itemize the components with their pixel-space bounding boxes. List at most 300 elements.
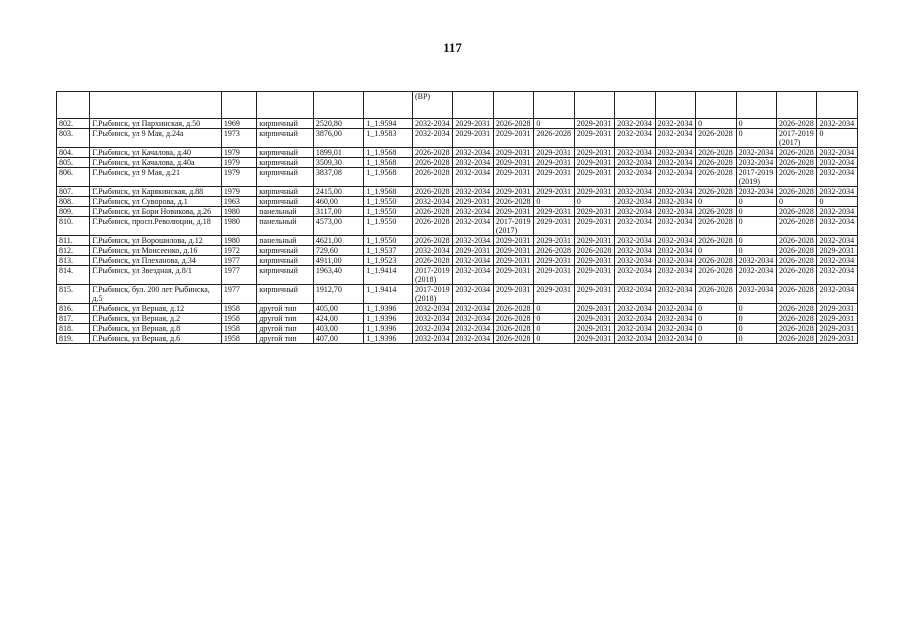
build-year-cell: 1977 — [221, 266, 256, 285]
repair-period-cell: 2026-2028 — [777, 314, 817, 324]
repair-period-cell: 2032-2034 — [412, 129, 452, 148]
repair-period-cell: 2026-2028 — [777, 324, 817, 334]
repair-period-cell: 2032-2034 — [655, 236, 695, 246]
build-year-cell: 1980 — [221, 217, 256, 236]
repair-period-cell: 2032-2034 — [412, 324, 452, 334]
build-year-cell: 1963 — [221, 197, 256, 207]
repair-period-cell: 2029-2031 — [574, 334, 614, 344]
repair-period-cell: 2026-2028 — [696, 236, 736, 246]
repair-period-cell: 2026-2028 — [777, 266, 817, 285]
repair-period-cell: 2029-2031 — [493, 266, 533, 285]
repair-period-cell: 2026-2028 — [777, 207, 817, 217]
repair-period-cell: 2026-2028 — [777, 187, 817, 197]
repair-period-cell: 2029-2031 — [817, 314, 858, 324]
row-number-cell: 804. — [57, 148, 90, 158]
repair-period-cell: 2032-2034 — [817, 119, 858, 129]
repair-period-cell: 2032-2034 — [453, 256, 493, 266]
wall-material-cell: панельный — [257, 236, 314, 246]
repair-period-cell: 2032-2034 — [817, 187, 858, 197]
priority-code-cell: 1_1.9594 — [364, 119, 413, 129]
area-cell: 2415,00 — [313, 187, 364, 197]
priority-code-cell: 1_1.9414 — [364, 266, 413, 285]
wall-material-cell: кирпичный — [257, 187, 314, 197]
repair-period-cell: 0 — [534, 334, 574, 344]
wall-material-cell: кирпичный — [257, 168, 314, 187]
address-cell: Г.Рыбинск, ул Верная, д.8 — [90, 324, 221, 334]
repair-period-cell: 2029-2031 — [534, 256, 574, 266]
repair-period-cell: 2026-2028 — [412, 158, 452, 168]
repair-period-cell: 2032-2034 — [615, 266, 655, 285]
repair-period-cell: 2017-2019 (2019) — [736, 168, 776, 187]
priority-code-cell: 1_1.9568 — [364, 187, 413, 197]
row-number-cell: 814. — [57, 266, 90, 285]
repair-period-cell: 2032-2034 — [453, 304, 493, 314]
repair-period-cell: 2032-2034 — [453, 148, 493, 158]
repair-period-cell: 2032-2034 — [615, 236, 655, 246]
address-cell: Г.Рыбинск, ул Звездная, д.8/1 — [90, 266, 221, 285]
repair-period-cell: 2029-2031 — [574, 324, 614, 334]
priority-code-cell: 1_1.9523 — [364, 256, 413, 266]
area-cell: 729,60 — [313, 246, 364, 256]
area-cell: 1899,01 — [313, 148, 364, 158]
repair-period-cell: 2032-2034 — [615, 207, 655, 217]
priority-code-cell: 1_1.9396 — [364, 304, 413, 314]
repair-period-cell: 0 — [696, 334, 736, 344]
repair-period-cell: 2029-2031 — [574, 158, 614, 168]
repair-period-cell: 2029-2031 — [493, 158, 533, 168]
wall-material-cell: кирпичный — [257, 158, 314, 168]
repair-period-cell: 2032-2034 — [817, 217, 858, 236]
repair-period-cell: 0 — [696, 246, 736, 256]
repair-period-cell: 2026-2028 — [493, 304, 533, 314]
row-number-cell: 806. — [57, 168, 90, 187]
table-row — [57, 334, 858, 344]
repair-period-cell: 2032-2034 — [655, 285, 695, 304]
wall-material-cell: панельный — [257, 217, 314, 236]
repair-period-cell: 2032-2034 — [412, 314, 452, 324]
repair-period-cell: 2032-2034 — [615, 246, 655, 256]
repair-period-cell: 0 — [736, 236, 776, 246]
repair-period-cell: 2026-2028 — [777, 148, 817, 158]
repair-period-cell: 2029-2031 — [534, 168, 574, 187]
repair-period-cell: 0 — [696, 324, 736, 334]
wall-material-cell: другой тип — [257, 304, 314, 314]
repair-period-cell: 2032-2034 — [453, 285, 493, 304]
row-number-cell: 813. — [57, 256, 90, 266]
repair-period-cell: 0 — [777, 197, 817, 207]
build-year-cell: 1977 — [221, 285, 256, 304]
priority-code-cell: 1_1.9396 — [364, 334, 413, 344]
address-cell: Г.Рыбинск, ул Плеханова, д.34 — [90, 256, 221, 266]
repair-period-cell: 2032-2034 — [817, 207, 858, 217]
repair-period-cell: 2032-2034 — [817, 168, 858, 187]
repair-period-cell: 2032-2034 — [817, 285, 858, 304]
build-year-cell: 1979 — [221, 168, 256, 187]
repair-period-cell: 0 — [534, 314, 574, 324]
repair-period-cell: 2026-2028 — [696, 148, 736, 158]
repair-period-cell: 2026-2028 — [777, 217, 817, 236]
repair-period-cell: 2026-2028 — [777, 285, 817, 304]
table-row — [57, 119, 858, 129]
row-number-cell: 815. — [57, 285, 90, 304]
repair-period-cell: 2032-2034 — [655, 256, 695, 266]
repair-period-cell: 0 — [736, 334, 776, 344]
repair-period-cell: 2017-2019 (2018) — [412, 266, 452, 285]
address-cell: Г.Рыбинск, ул Верная, д.12 — [90, 304, 221, 314]
address-cell: Г.Рыбинск, ул Ворошилова, д.12 — [90, 236, 221, 246]
area-cell: 3509,30 — [313, 158, 364, 168]
repair-period-cell: 2026-2028 — [412, 236, 452, 246]
repair-period-cell: 2029-2031 — [493, 256, 533, 266]
repair-period-cell: 2029-2031 — [493, 148, 533, 158]
repair-period-cell: 2029-2031 — [574, 168, 614, 187]
repair-period-cell: 2032-2034 — [615, 285, 655, 304]
repair-period-cell: 0 — [696, 197, 736, 207]
area-cell: 460,00 — [313, 197, 364, 207]
repair-period-cell: 2032-2034 — [655, 129, 695, 148]
page-number: 117 — [443, 40, 462, 55]
repair-period-cell: 2029-2031 — [453, 129, 493, 148]
build-year-cell: 1958 — [221, 324, 256, 334]
priority-code-cell: 1_1.9550 — [364, 217, 413, 236]
repair-period-cell: 2032-2034 — [453, 217, 493, 236]
repair-period-cell: 2032-2034 — [615, 217, 655, 236]
table-row — [57, 158, 858, 168]
address-cell: Г.Рыбинск, просп.Революции, д.18 — [90, 217, 221, 236]
wall-material-cell: панельный — [257, 207, 314, 217]
repair-period-cell: 2032-2034 — [615, 304, 655, 314]
priority-code-cell: 1_1.9550 — [364, 236, 413, 246]
row-number-cell: 819. — [57, 334, 90, 344]
repair-period-cell: 0 — [534, 197, 574, 207]
table-row — [57, 285, 858, 304]
build-year-cell: 1979 — [221, 187, 256, 197]
priority-code-cell: 1_1.9537 — [364, 246, 413, 256]
repair-period-cell: 2032-2034 — [453, 314, 493, 324]
repair-period-cell: 2026-2028 — [777, 256, 817, 266]
repair-period-cell: 2029-2031 — [493, 207, 533, 217]
table-row — [57, 129, 858, 148]
repair-period-cell: 2029-2031 — [817, 304, 858, 314]
repair-period-cell: 0 — [817, 129, 858, 148]
row-number-cell: 817. — [57, 314, 90, 324]
repair-period-cell: 2029-2031 — [574, 148, 614, 158]
wall-material-cell: кирпичный — [257, 197, 314, 207]
table-row — [57, 256, 858, 266]
row-number-cell: 816. — [57, 304, 90, 314]
wall-material-cell: кирпичный — [257, 256, 314, 266]
build-year-cell: 1980 — [221, 236, 256, 246]
address-cell: Г.Рыбинск, ул 9 Мая, д.24а — [90, 129, 221, 148]
table-row — [57, 314, 858, 324]
area-cell: 4573,00 — [313, 217, 364, 236]
address-cell: Г.Рыбинск, ул Суворова, д.1 — [90, 197, 221, 207]
repair-period-cell: 0 — [736, 304, 776, 314]
repair-period-cell: 2032-2034 — [655, 314, 695, 324]
repair-period-cell: 2032-2034 — [817, 148, 858, 158]
build-year-cell: 1958 — [221, 314, 256, 324]
repair-period-cell: 2032-2034 — [615, 148, 655, 158]
row-number-cell: 810. — [57, 217, 90, 236]
repair-period-cell: 2029-2031 — [574, 266, 614, 285]
repair-period-cell: 2032-2034 — [736, 285, 776, 304]
repair-period-cell: 2026-2028 — [777, 158, 817, 168]
repair-period-cell: 2029-2031 — [574, 285, 614, 304]
repair-period-cell: 2029-2031 — [574, 207, 614, 217]
repair-period-cell: 2026-2028 — [534, 246, 574, 256]
repair-period-cell: 2017-2019 (2017) — [777, 129, 817, 148]
repair-period-cell: 2032-2034 — [655, 158, 695, 168]
repair-period-cell: 2026-2028 — [574, 246, 614, 256]
priority-code-cell: 1_1.9396 — [364, 324, 413, 334]
table-row — [57, 207, 858, 217]
repair-period-cell: 2029-2031 — [574, 304, 614, 314]
repair-period-cell: 0 — [534, 324, 574, 334]
repair-period-cell: 2032-2034 — [655, 207, 695, 217]
repair-period-cell: 2032-2034 — [615, 197, 655, 207]
repair-period-cell: 2032-2034 — [655, 197, 695, 207]
repair-period-cell: 2029-2031 — [493, 246, 533, 256]
repair-period-cell: 2032-2034 — [615, 324, 655, 334]
repair-period-cell: 2026-2028 — [534, 129, 574, 148]
repair-period-cell: 2032-2034 — [655, 168, 695, 187]
area-cell: 2520,80 — [313, 119, 364, 129]
build-year-cell: 1979 — [221, 148, 256, 158]
repair-period-cell: 2029-2031 — [534, 217, 574, 236]
repair-period-cell: 2026-2028 — [696, 256, 736, 266]
repair-period-cell: 2032-2034 — [615, 314, 655, 324]
repair-period-cell: 2026-2028 — [412, 207, 452, 217]
repair-period-cell: 2029-2031 — [534, 266, 574, 285]
wall-material-cell: кирпичный — [257, 148, 314, 158]
address-cell: Г.Рыбинск, ул Карякинская, д.88 — [90, 187, 221, 197]
build-year-cell: 1979 — [221, 158, 256, 168]
table-row — [57, 197, 858, 207]
row-number-cell: 807. — [57, 187, 90, 197]
address-cell: Г.Рыбинск, ул Качалова, д.40 — [90, 148, 221, 158]
repair-period-cell: 2032-2034 — [453, 324, 493, 334]
address-cell: Г.Рыбинск, ул Качалова, д.40а — [90, 158, 221, 168]
wall-material-cell: кирпичный — [257, 129, 314, 148]
repair-period-cell: 2032-2034 — [817, 256, 858, 266]
row-number-cell: 812. — [57, 246, 90, 256]
repair-period-cell: 0 — [736, 207, 776, 217]
housing-repair-table — [56, 91, 858, 344]
priority-code-cell: 1_1.9568 — [364, 148, 413, 158]
continuation-note: (ВР) — [412, 92, 452, 119]
table-row — [57, 148, 858, 158]
repair-period-cell: 2029-2031 — [534, 236, 574, 246]
repair-period-cell: 2032-2034 — [453, 266, 493, 285]
area-cell: 3837,08 — [313, 168, 364, 187]
repair-period-cell: 2026-2028 — [696, 207, 736, 217]
address-cell: Г.Рыбинск, ул Моисеенко, д.16 — [90, 246, 221, 256]
area-cell: 1963,40 — [313, 266, 364, 285]
row-number-cell: 803. — [57, 129, 90, 148]
table-row — [57, 236, 858, 246]
repair-period-cell: 2026-2028 — [696, 158, 736, 168]
repair-period-cell: 2029-2031 — [493, 236, 533, 246]
repair-period-cell: 2032-2034 — [453, 207, 493, 217]
repair-period-cell: 2032-2034 — [412, 197, 452, 207]
repair-period-cell: 0 — [696, 119, 736, 129]
repair-period-cell: 2029-2031 — [453, 197, 493, 207]
priority-code-cell: 1_1.9550 — [364, 207, 413, 217]
repair-period-cell: 2029-2031 — [534, 285, 574, 304]
repair-period-cell: 2032-2034 — [817, 158, 858, 168]
table-row — [57, 324, 858, 334]
repair-period-cell: 2029-2031 — [574, 256, 614, 266]
repair-period-cell: 2032-2034 — [736, 266, 776, 285]
repair-period-cell: 2026-2028 — [493, 334, 533, 344]
row-number-cell: 818. — [57, 324, 90, 334]
repair-period-cell: 2032-2034 — [453, 158, 493, 168]
repair-period-cell: 2032-2034 — [412, 304, 452, 314]
table-row — [57, 187, 858, 197]
area-cell: 4911,00 — [313, 256, 364, 266]
repair-period-cell: 2026-2028 — [696, 168, 736, 187]
priority-code-cell: 1_1.9583 — [364, 129, 413, 148]
area-cell: 3117,00 — [313, 207, 364, 217]
repair-period-cell: 2026-2028 — [493, 197, 533, 207]
row-number-cell: 809. — [57, 207, 90, 217]
build-year-cell: 1969 — [221, 119, 256, 129]
repair-period-cell: 2032-2034 — [655, 119, 695, 129]
repair-period-cell: 2029-2031 — [493, 168, 533, 187]
repair-period-cell: 0 — [534, 119, 574, 129]
repair-period-cell: 2029-2031 — [534, 207, 574, 217]
row-number-cell: 802. — [57, 119, 90, 129]
area-cell: 4621,00 — [313, 236, 364, 246]
wall-material-cell: кирпичный — [257, 266, 314, 285]
repair-period-cell: 2029-2031 — [493, 187, 533, 197]
repair-period-cell: 2032-2034 — [817, 266, 858, 285]
address-cell: Г.Рыбинск, ул 9 Мая, д.21 — [90, 168, 221, 187]
build-year-cell: 1958 — [221, 304, 256, 314]
priority-code-cell: 1_1.9568 — [364, 168, 413, 187]
wall-material-cell: другой тип — [257, 324, 314, 334]
repair-period-cell: 2032-2034 — [615, 187, 655, 197]
repair-period-cell: 2032-2034 — [736, 148, 776, 158]
repair-period-cell: 2026-2028 — [696, 266, 736, 285]
repair-period-cell: 0 — [574, 197, 614, 207]
repair-period-cell: 2032-2034 — [736, 158, 776, 168]
build-year-cell: 1973 — [221, 129, 256, 148]
repair-period-cell: 2026-2028 — [412, 217, 452, 236]
repair-period-cell: 2029-2031 — [493, 129, 533, 148]
repair-period-cell: 2029-2031 — [574, 119, 614, 129]
repair-period-cell: 2026-2028 — [696, 129, 736, 148]
repair-period-cell: 2026-2028 — [493, 119, 533, 129]
repair-period-cell: 2026-2028 — [412, 256, 452, 266]
address-cell: Г.Рыбинск, ул Верная, д.6 — [90, 334, 221, 344]
repair-period-cell: 2026-2028 — [777, 168, 817, 187]
address-cell: Г.Рыбинск, ул Бори Новикова, д.26 — [90, 207, 221, 217]
repair-period-cell: 2032-2034 — [453, 334, 493, 344]
build-year-cell: 1977 — [221, 256, 256, 266]
repair-period-cell: 2029-2031 — [453, 119, 493, 129]
repair-period-cell: 2026-2028 — [412, 187, 452, 197]
area-cell: 3876,00 — [313, 129, 364, 148]
repair-period-cell: 2029-2031 — [574, 187, 614, 197]
area-cell: 424,00 — [313, 314, 364, 324]
repair-period-cell: 2026-2028 — [412, 168, 452, 187]
address-cell: Г.Рыбинск, бул. 200 лет Рыбинска, д.5 — [90, 285, 221, 304]
row-number-cell: 808. — [57, 197, 90, 207]
repair-period-cell: 2029-2031 — [493, 285, 533, 304]
repair-period-cell: 0 — [736, 197, 776, 207]
wall-material-cell: кирпичный — [257, 119, 314, 129]
repair-period-cell: 0 — [696, 304, 736, 314]
repair-period-cell: 2017-2019 (2018) — [412, 285, 452, 304]
repair-period-cell: 2026-2028 — [696, 285, 736, 304]
build-year-cell: 1972 — [221, 246, 256, 256]
repair-period-cell: 2029-2031 — [817, 246, 858, 256]
table-row — [57, 168, 858, 187]
repair-period-cell: 2032-2034 — [453, 168, 493, 187]
repair-period-cell: 0 — [736, 324, 776, 334]
repair-period-cell: 2032-2034 — [615, 256, 655, 266]
repair-period-cell: 2029-2031 — [817, 324, 858, 334]
repair-period-cell: 2032-2034 — [655, 217, 695, 236]
repair-period-cell: 2032-2034 — [736, 256, 776, 266]
repair-period-cell: 2029-2031 — [534, 187, 574, 197]
repair-period-cell: 2029-2031 — [453, 246, 493, 256]
repair-period-cell: 0 — [736, 217, 776, 236]
table-row — [57, 246, 858, 256]
repair-period-cell: 2026-2028 — [412, 148, 452, 158]
row-number-cell: 811. — [57, 236, 90, 246]
repair-period-cell: 2026-2028 — [777, 119, 817, 129]
repair-period-cell: 2029-2031 — [574, 129, 614, 148]
repair-period-cell: 0 — [534, 304, 574, 314]
repair-period-cell: 2032-2034 — [655, 266, 695, 285]
wall-material-cell: другой тип — [257, 334, 314, 344]
repair-period-cell: 2029-2031 — [534, 158, 574, 168]
priority-code-cell: 1_1.9568 — [364, 158, 413, 168]
table-row — [57, 266, 858, 285]
area-cell: 403,00 — [313, 324, 364, 334]
repair-period-cell: 2026-2028 — [777, 246, 817, 256]
repair-period-cell: 2032-2034 — [655, 324, 695, 334]
repair-period-cell: 0 — [736, 314, 776, 324]
repair-period-cell: 2032-2034 — [655, 334, 695, 344]
wall-material-cell: кирпичный — [257, 246, 314, 256]
priority-code-cell: 1_1.9414 — [364, 285, 413, 304]
repair-period-cell: 2029-2031 — [574, 236, 614, 246]
repair-period-cell: 2032-2034 — [615, 168, 655, 187]
build-year-cell: 1958 — [221, 334, 256, 344]
address-cell: Г.Рыбинск, ул Пархинская, д.50 — [90, 119, 221, 129]
repair-period-cell: 2032-2034 — [655, 246, 695, 256]
repair-period-cell: 2032-2034 — [412, 119, 452, 129]
address-cell: Г.Рыбинск, ул Верная, д.2 — [90, 314, 221, 324]
repair-period-cell: 2032-2034 — [817, 236, 858, 246]
repair-period-cell: 0 — [817, 197, 858, 207]
area-cell: 407,00 — [313, 334, 364, 344]
repair-period-cell: 2026-2028 — [493, 324, 533, 334]
area-cell: 405,00 — [313, 304, 364, 314]
repair-period-cell: 2032-2034 — [412, 334, 452, 344]
repair-period-cell: 2032-2034 — [453, 187, 493, 197]
repair-period-cell: 2026-2028 — [777, 236, 817, 246]
priority-code-cell: 1_1.9550 — [364, 197, 413, 207]
wall-material-cell: кирпичный — [257, 285, 314, 304]
priority-code-cell: 1_1.9396 — [364, 314, 413, 324]
row-number-cell: 805. — [57, 158, 90, 168]
repair-period-cell: 2026-2028 — [493, 314, 533, 324]
area-cell: 1912,70 — [313, 285, 364, 304]
